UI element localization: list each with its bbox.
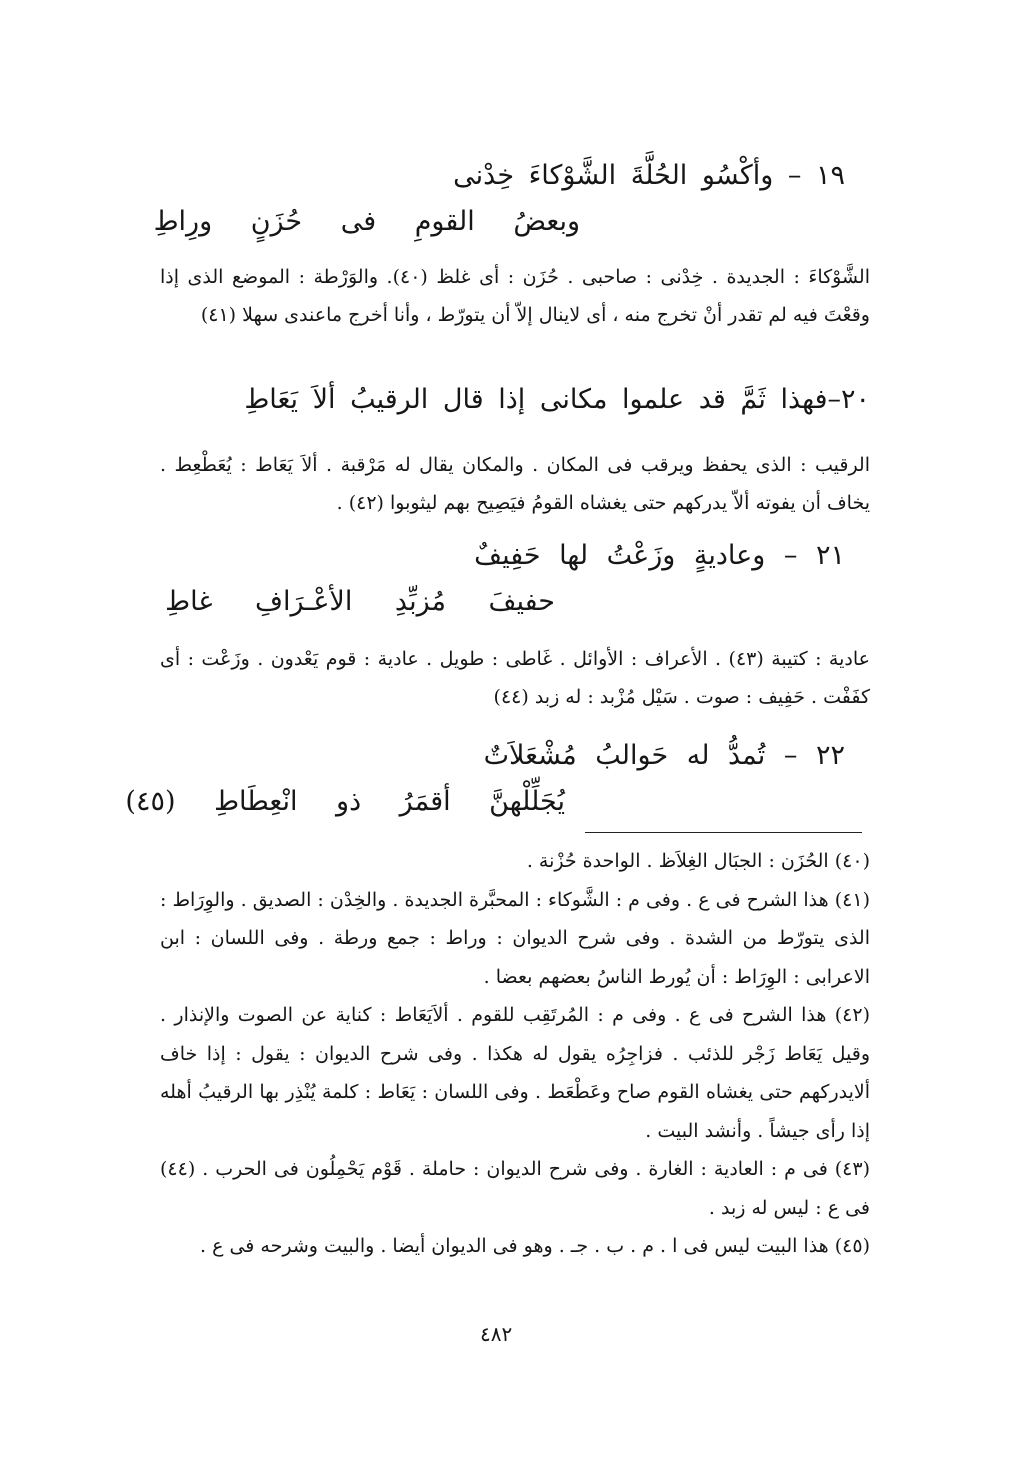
verse-20: ٢٠–فهذا ثَمَّ قد علموا مكانى إذا قال الرقيبُ ألاَ يَعَاطِ (244, 384, 870, 415)
verse-19-first-hemistich: ١٩ – وأكْسُو الحُلَّةَ الشَّوْكاءَ خِدْنى (453, 160, 845, 191)
page-number: ٤٨٢ (480, 1322, 513, 1346)
verse-19-second-hemistich: وبعضُ القومِ فى حُزَنٍ ورِاطِ (153, 206, 580, 237)
footnote-45: (٤٥) هذا البيت ليس فى ا . م . ب . جـ . وهو فى الديوان أيضا . والبيت وشرحه فى ع . (199, 1235, 870, 1257)
verse-21-second-hemistich: حفيفَ مُزبِّدِ الأعْـرَافِ غاطِ (165, 586, 555, 617)
footnotes (160, 842, 870, 1266)
verse-21-first-hemistich: ٢١ – وعاديةٍ وزَعْتُ لها حَفِيفٌ (474, 540, 845, 571)
verse-22-second-hemistich: يُجَلِّلْهنَّ أقمَرُ ذو انْعِطَاطِ (٤٥) (125, 786, 565, 817)
footnote-42: (٤٢) هذا الشرح فى ع . وفى م : المُرتَقِب للقوم . ألاَيَعَاط : كناية عن الصوت والإنذار . وقيل يَعَاط زَجْر للذئب . فزاجِرُه يقول له هكذا . وفى شرح الديوان : يقول : إذا خاف ألايدركهم حتى يغشاه القوم صاح وعَطْعَط . وفى اللسان : يَعَاط : كلمة يُنْذِر بها الرقيبُ أهله إذا رأى جيشاً . وأنشد البيت . (160, 1004, 870, 1142)
footnote-43-44: (٤٣) فى م : العادية : الغارة . وفى شرح الديوان : حاملة . قَوْم يَحْمِلُون فى الحرب . (٤٤) فى ع : ليس له زبد . (160, 1158, 870, 1219)
commentary-verse-19: الشَّوْكاءَ : الجديدة . خِدْنى : صاحبى . حُزَن : أى غلظ (٤٠). والوَرْطة : الموضع الذى إذا وقعْتَ فيه لم تقدر أنْ تخرج منه ، أى لاينال إلاّ أن يتورّط ، وأنا أخرج ماعندى سهلا (٤١) (160, 266, 870, 326)
footnote-40: (٤٠) الحُزَن : الجبَال الغِلاَظ . الواحدة حُزْنة . (526, 850, 870, 872)
verse-22-first-hemistich: ٢٢ – تُمدُّ له حَوالبُ مُشْعَلاَتٌ (483, 740, 845, 771)
commentary-verse-21: عادية : كتيبة (٤٣) . الأعراف : الأوائل . غَاطى : طويل . عادية : قوم يَعْدون . وزَعْت : أى كفَفْت . حَفِيف : صوت . سَيْل مُزْبد : له زبد (٤٤) (160, 648, 870, 708)
footnote-41: (٤١) هذا الشرح فى ع . وفى م : الشَّوكاء : المحبَّرة الجديدة . والخِدْن : الصديق . والوِرَاط : الذى يتورّط من الشدة . وفى شرح الديوان : وراط : جمع ورطة . وفى اللسان : ابن الاعرابى : الوِرَاط : أن يُورط الناسُ بعضهم بعضا . (160, 888, 870, 988)
footnote-divider (585, 832, 862, 833)
commentary-verse-20: الرقيب : الذى يحفظ ويرقب فى المكان . والمكان يقال له مَرْقبة . ألاَ يَعَاط : يُعَطْعِط . يخاف أن يفوته ألاّ يدركهم حتى يغشاه القومُ فيَصِيح بهم ليثوبوا (٤٢) . (160, 454, 870, 514)
